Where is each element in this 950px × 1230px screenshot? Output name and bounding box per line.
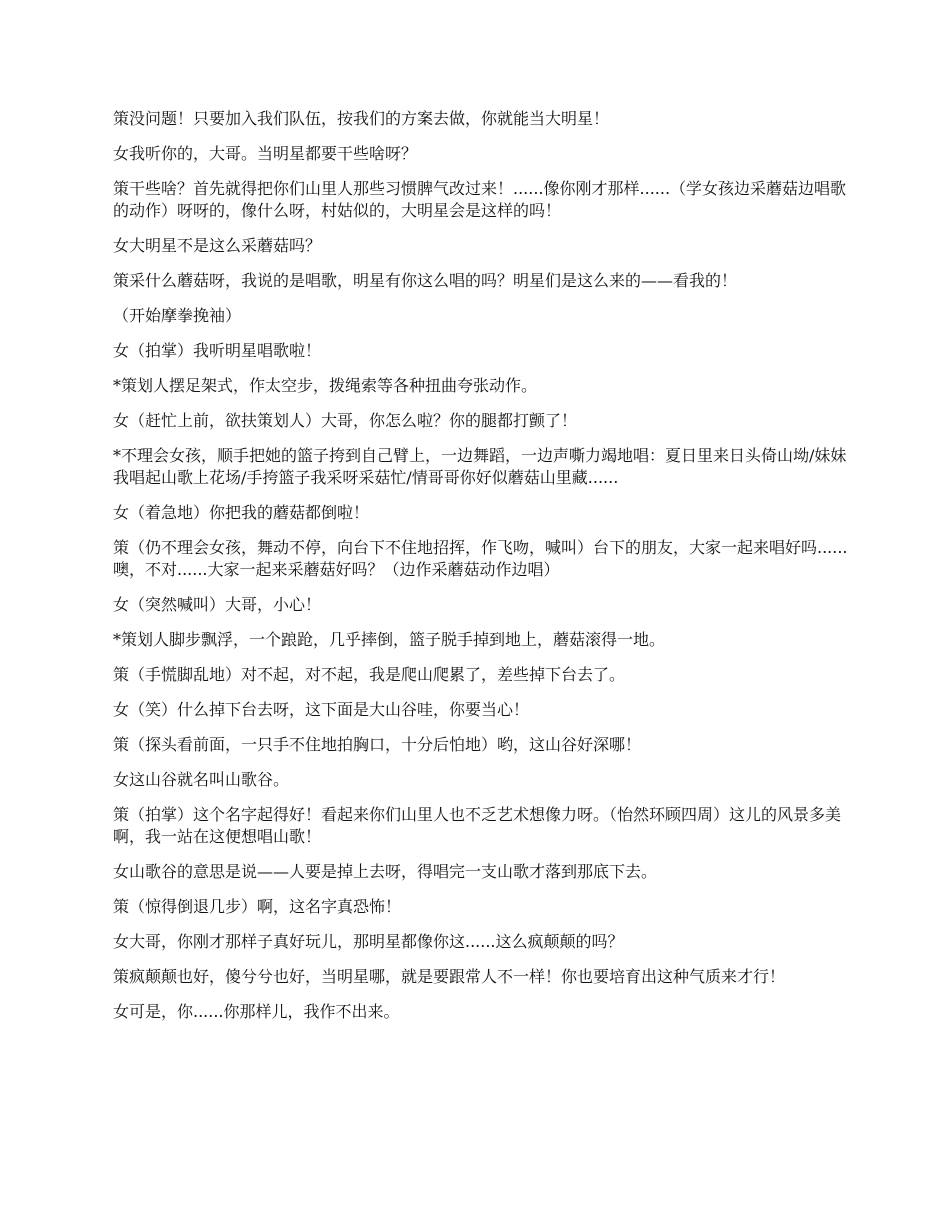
paragraph: 女（赶忙上前，欲扶策划人）大哥，你怎么啦？你的腿都打颤了！ (113, 411, 578, 430)
paragraph: 女（突然喊叫）大哥，小心！ (113, 595, 322, 614)
paragraph: 女（拍掌）我听明星唱歌啦！ (113, 341, 322, 360)
paragraph: *不理会女孩，顺手把她的篮子挎到自己臂上，一边舞蹈，一边声嘶力竭地唱：夏日里来日头倚山坳/妹妹我唱起山歌上花场/手挎篮子我采呀采菇忙/情哥哥你好似蘑菇山里藏...... (113, 446, 847, 487)
paragraph: 女我听你的，大哥。当明星都要干些啥呀？ (113, 144, 418, 163)
paragraph: 女这山谷就名叫山歌谷。 (113, 770, 290, 789)
paragraph: 策干些啥？首先就得把你们山里人那些习惯脾气改过来！......像你刚才那样......（学女孩边采蘑菇边唱歌的动作）呀呀的，像什么呀，村姑似的，大明星会是这样的吗！ (113, 179, 847, 220)
paragraph: 女大明星不是这么采蘑菇吗？ (113, 236, 322, 255)
paragraph: 策没问题！只要加入我们队伍，按我们的方案去做，你就能当大明星！ (113, 109, 610, 128)
paragraph: 策（手慌脚乱地）对不起，对不起，我是爬山爬累了，差些掉下台去了。 (113, 665, 626, 684)
paragraph: 策（惊得倒退几步）啊，这名字真恐怖！ (113, 897, 402, 916)
paragraph: 女可是，你......你那样儿，我作不出来。 (113, 1002, 400, 1021)
paragraph: 策疯颠颠也好，傻兮兮也好，当明星哪，就是要跟常人不一样！你也要培育出这种气质来才行！ (113, 967, 786, 986)
document-page (113, 108, 848, 1036)
paragraph: 策采什么蘑菇呀，我说的是唱歌，明星有你这么唱的吗？明星们是这么来的——看我的！ (113, 271, 738, 290)
paragraph: （开始摩拳挽袖） (113, 306, 242, 325)
paragraph: 策（探头看前面，一只手不住地拍胸口，十分后怕地）哟，这山谷好深哪！ (113, 735, 642, 754)
paragraph: 女（着急地）你把我的蘑菇都倒啦！ (113, 503, 370, 522)
paragraph: 策（拍掌）这个名字起得好！看起来你们山里人也不乏艺术想像力呀。（怡然环顾四周）这儿的风景多美啊，我一站在这便想唱山歌！ (113, 805, 842, 846)
paragraph: *策划人脚步飘浮，一个踉跄，几乎摔倒，篮子脱手掉到地上，蘑菇滚得一地。 (113, 630, 666, 649)
paragraph: 女大哥，你刚才那样子真好玩儿，那明星都像你这......这么疯颠颠的吗？ (113, 932, 624, 951)
paragraph: 策（仍不理会女孩，舞动不停，向台下不住地招挥，作飞吻，喊叫）台下的朋友，大家一起来唱好吗......噢，不对......大家一起来采蘑菇好吗？（边作采蘑菇动作边唱） (113, 538, 848, 579)
paragraph: *策划人摆足架式，作太空步，拨绳索等各种扭曲夸张动作。 (113, 376, 538, 395)
paragraph: 女山歌谷的意思是说——人要是掉上去呀，得唱完一支山歌才落到那底下去。 (113, 862, 658, 881)
paragraph: 女（笑）什么掉下台去呀，这下面是大山谷哇，你要当心！ (113, 700, 530, 719)
